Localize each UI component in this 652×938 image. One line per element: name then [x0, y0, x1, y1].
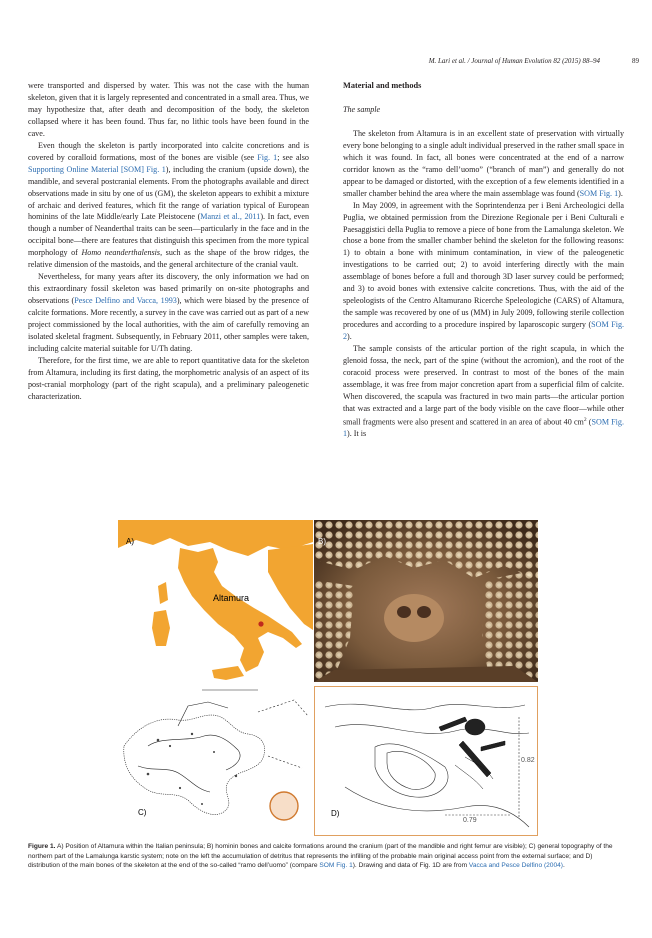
- detritus-dot: [201, 803, 203, 805]
- detritus-dot: [169, 745, 171, 747]
- figure-1: [118, 520, 538, 838]
- paragraph: In May 2009, in agreement with the Soprintendenza per i Beni Archeologici della Puglia, we obtained permission from the Direzione Regionale per i Beni Culturali e Paesaggistici della Puglia to remove a piece of bone from the Lamalunga skeleton. We chose a bone from the smaller chamber behind the skeleton for the following reasons: 1) to obtain a bone with minimum contamination, in view of the paleogenetic investigations to be carried out; 2) to avoid interfering directly with the main assemblage of bones before a full and thorough 3D laser survey could be performed; and 3) to avoid bones with extensive calcite concretions. Thus, with the aid of the speleologists of the Centro Altamurano Ricerche Speleologiche (CARS) of Altamura, the sample was recovered by one of us (MM) in July 2009, following sterile collection procedures and according to a procedure inspired by laparoscopic surgery (SOM Fig. 2).: [343, 200, 625, 342]
- reference-link[interactable]: Vacca and Pesce Delfino (2004): [468, 862, 563, 870]
- paragraph: were transported and dispersed by water. This was not the case with the human skeleton, given that it is largely represented and concentrated in a small area. Thus, we may hypothesize that, after death and decomposition of the body, the skeleton collapsed where it has been found. Thus far, no lithic tools have been found in the cave.: [28, 81, 309, 138]
- orbit-right: [417, 606, 431, 618]
- page-number: 89: [632, 57, 639, 65]
- cave-outline: [124, 715, 265, 815]
- inner-passage: [148, 735, 240, 770]
- panel-c-topography: [118, 686, 314, 836]
- contour-line: [387, 751, 435, 789]
- panel-a-map: [118, 520, 313, 682]
- detritus-dot: [213, 751, 215, 753]
- panel-a-label: A): [126, 537, 134, 546]
- sicily-island: [212, 666, 244, 680]
- panel-b-photo: [314, 520, 538, 682]
- panel-b-label: B): [318, 537, 326, 546]
- altamura-label: Altamura: [213, 593, 250, 603]
- right-column: [343, 80, 624, 440]
- coralloid-right: [482, 570, 538, 682]
- reference-link[interactable]: Pesce Delfino and Vacca, 1993: [74, 296, 177, 306]
- gallery-line: [178, 702, 228, 726]
- paragraph: The skeleton from Altamura is in an excellent state of preservation with virtually every bone belonging to a single adult individual preserved in the rather small space in which it was found. In fact, all bones were concentrated at the end of a narrow corridor known as the “ramo dell’uomo” (“branch of man”) and generally do not appear to be damaged or distorted, with the exception of a few elements identified in a smaller chamber behind the area where the main assemblage was found (SOM Fig. 1).: [343, 128, 624, 198]
- balkan-coast: [268, 544, 313, 630]
- som-link[interactable]: SOM Fig. 1: [319, 862, 353, 870]
- figure-caption: Figure 1. A) Position of Altamura within the Italian peninsula; B) hominin bones and calcite formations around the cranium (part of the mandible and right femur are visible); C) general topography of the northern part of the Lamalunga karstic system; note on the left the accumulation of detritus that represents the infilling of the probable main original access point from the external surface; and D) distribution of the main bones of the skeleton at the end of the so-called “ramo dell’uomo” (compare SOM Fig. 1). Drawing and data of Fig. 1D are from Vacca and Pesce Delfino (2004).: [28, 843, 613, 870]
- detritus-dot: [191, 733, 193, 735]
- som-link[interactable]: SOM Fig. 1: [343, 417, 625, 439]
- subsection-heading: The sample: [343, 104, 381, 114]
- som-link[interactable]: SOM Fig. 2: [343, 320, 625, 342]
- paragraph: Therefore, for the first time, we are able to report quantitative data for the skeleton from Altamura, including its first dating, the morphometric analysis of an aspect of its post-cranial morphology (part of the right scapula), and a preliminary paleogenetic characterization.: [28, 355, 309, 401]
- left-column: [28, 80, 309, 403]
- reference-link[interactable]: Manzi et al., 2011: [200, 212, 261, 222]
- panel-d-label: D): [331, 809, 340, 818]
- bone-long: [439, 717, 467, 731]
- som-link[interactable]: Supporting Online Material [SOM] Fig. 1: [28, 164, 166, 174]
- skeleton-location-highlight: [270, 792, 298, 820]
- figure-link[interactable]: Fig. 1: [257, 152, 278, 162]
- species-name: Homo neanderthalensis: [81, 248, 161, 258]
- caption-label: Figure 1.: [28, 843, 56, 850]
- cranium: [384, 594, 444, 642]
- side-passage: [138, 766, 210, 792]
- paragraph: The sample consists of the articular portion of the right scapula, in which the glenoid fossa, the neck, part of the spine (without the acromion), and the root of the coracoid process were preserved. In contrast to most of the bones of the main assemblage, it was free from major concretion apart from a superficial film of calcite. When discovered, the scapula was fractured in two main parts—the articular portion that was extracted and a large part of the body visible on the cave floor—while other small fragments were also present and scattered in an area of about 40 $cm^2$ (SOM Fig. 1). It is: [343, 344, 625, 439]
- journal-citation: M. Lari et al. / Journal of Human Evolution 82 (2015) 88–94: [428, 57, 600, 65]
- som-link[interactable]: SOM Fig. 1: [579, 188, 619, 198]
- karst-topography: [118, 686, 314, 836]
- orbit-left: [397, 606, 411, 618]
- bone-long: [481, 741, 505, 751]
- running-head: [0, 57, 652, 69]
- paragraph: Even though the skeleton is partly incorporated into calcite concretions and is covered by coralloid formations, most of the bones are visible (see Fig. 1; see also Supporting Online Material [SOM] Fig. 1), including the cranium (upside down), the mandible, and several postcranial elements. From the photographs available and direct observations made in situ by one of us (GM), the skeleton appears to exhibit a mixture of archaic and derived features, which fit the range of variation typical of European hominins of the late Middle/early Late Pleistocene (Manzi et al., 2011). In fact, even though a number of Neanderthal traits can be seen—particularly in the face and in the occipital bone—there are features that distinguish this specimen from the more typical morphology of Homo neanderthalensis, such as the shape of the brow ridges, the relative dimension of the mastoids, and the general architecture of the cranial vault.: [28, 140, 310, 270]
- paragraph: Nevertheless, for many years after its discovery, the only information we had on this extraordinary fossil skeleton was based primarily on on-site photographs and observations (Pesce Delfino and Vacca, 1993), which were biased by the presence of calcite formations. More recently, a survey in the cave was carried out as part of a new project commissioned by the local authorities, with the aim of carefully removing an isolated skeletal fragment. Subsequently, in February 2011, other samples were taken, including calcite material suitable for U/Th dating.: [28, 272, 309, 353]
- corsica-island: [158, 582, 168, 604]
- detritus-dot: [157, 739, 160, 742]
- panel-d-distribution: [314, 686, 538, 836]
- dashed-trace: [258, 700, 308, 768]
- panel-c-label: C): [138, 808, 147, 817]
- detritus-dot: [147, 773, 150, 776]
- measure-horizontal-label: 0.79: [463, 817, 477, 824]
- bone-distribution-drawing: [315, 687, 538, 836]
- contour-line: [335, 725, 529, 734]
- bone-rib: [455, 765, 483, 789]
- measure-vertical-label: 0.82: [521, 757, 535, 764]
- sardinia-island: [152, 610, 170, 646]
- bone-cranium: [465, 719, 485, 735]
- cave-photo: [314, 520, 538, 682]
- contour-line: [325, 704, 525, 710]
- detritus-dot: [179, 787, 181, 789]
- section-heading: Material and methods: [343, 81, 422, 90]
- altamura-marker: [258, 621, 263, 626]
- detritus-dot: [235, 775, 237, 777]
